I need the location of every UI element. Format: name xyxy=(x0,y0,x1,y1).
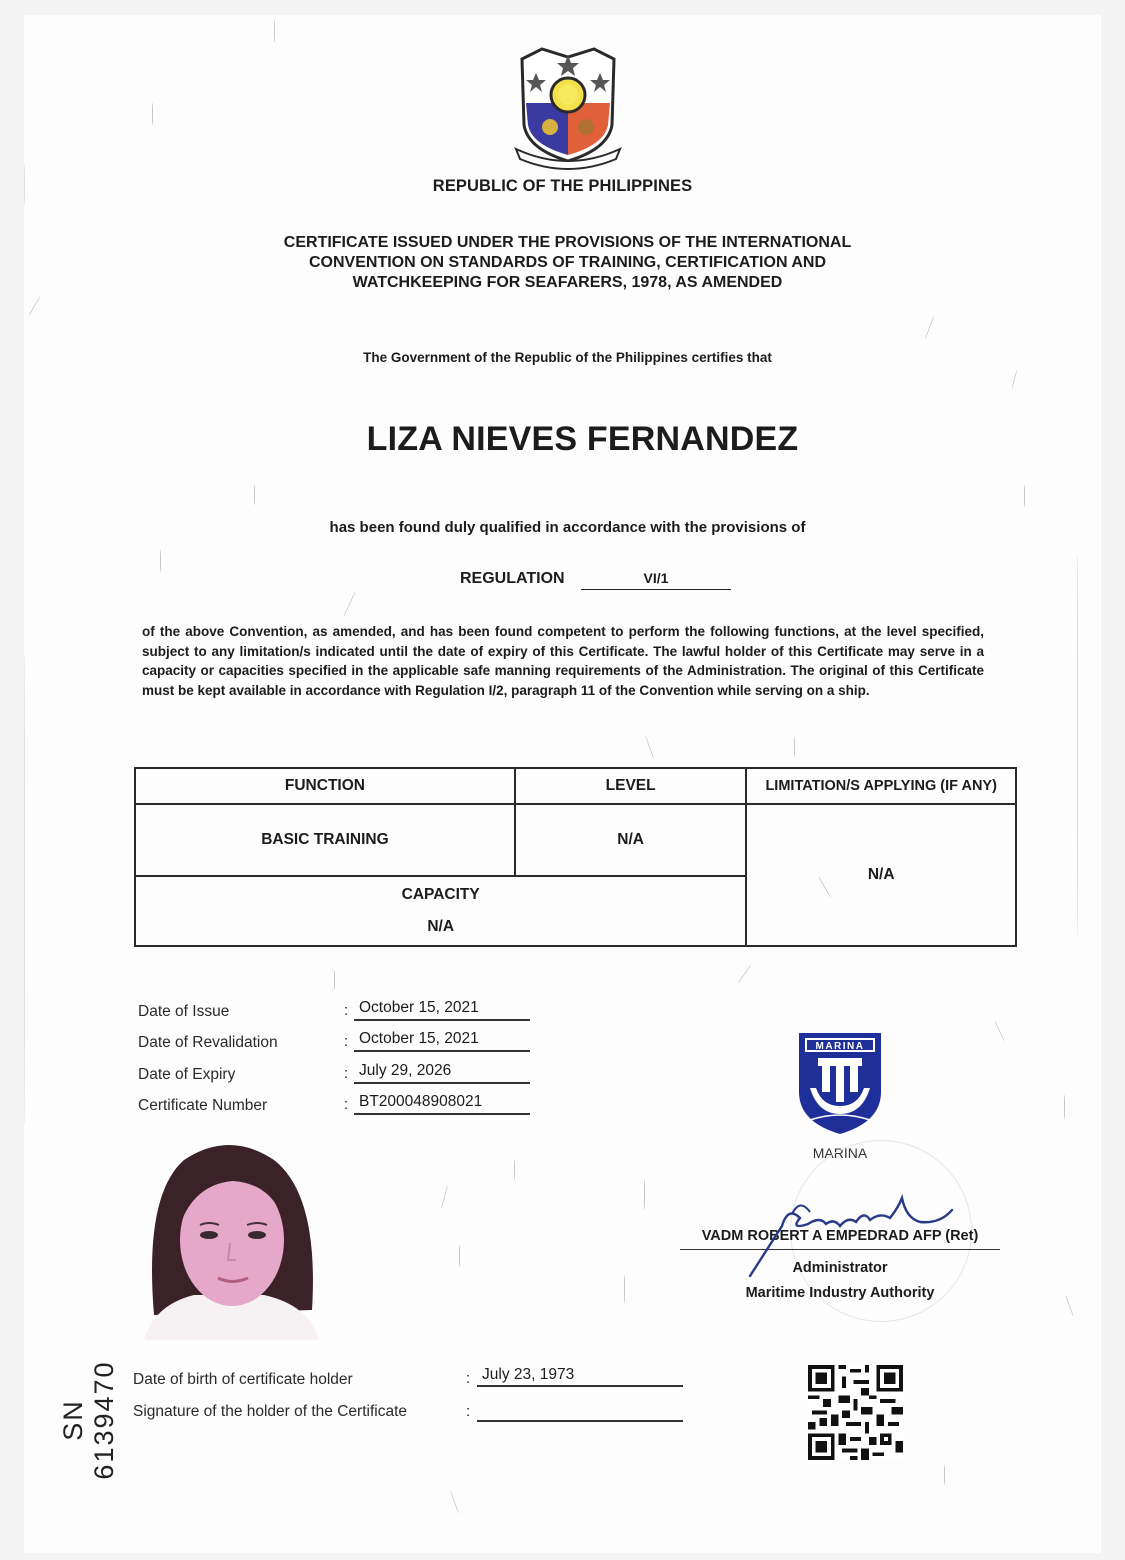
marina-logo-text: MARINA xyxy=(815,1041,865,1052)
government-statement: The Government of the Republic of the Philippines certifies that xyxy=(363,350,772,365)
serial-number: SN 6139470 xyxy=(58,1360,119,1480)
philippine-seal-icon xyxy=(512,45,624,171)
certificate-number-label: Certificate Number xyxy=(138,1097,268,1114)
limitations-value: N/A xyxy=(746,804,1016,946)
level-header: LEVEL xyxy=(515,768,747,804)
certificate-title-line: CONVENTION ON STANDARDS OF TRAINING, CERTIFICATION AND xyxy=(308,254,827,271)
republic-heading: REPUBLIC OF THE PHILIPPINES xyxy=(432,177,693,195)
colon-separator: : xyxy=(466,1370,471,1387)
capacity-label: CAPACITY xyxy=(401,886,480,903)
colon-separator: : xyxy=(344,1065,349,1082)
date-of-expiry-label: Date of Expiry xyxy=(138,1066,236,1083)
signatory-position: Administrator xyxy=(792,1260,888,1276)
level-value: N/A xyxy=(515,804,747,876)
function-header: FUNCTION xyxy=(135,768,515,804)
regulation-value: VI/1 xyxy=(643,570,669,586)
colon-separator: : xyxy=(344,1096,349,1113)
dob-value: July 23, 1973 xyxy=(477,1366,683,1387)
holder-signature-field xyxy=(477,1399,683,1422)
signatory-name: VADM ROBERT A EMPEDRAD AFP (Ret) xyxy=(701,1228,979,1244)
qualification-statement: has been found duly qualified in accordance with the provisions of xyxy=(329,519,806,536)
certificate-title-line: WATCHKEEPING FOR SEAFARERS, 1978, AS AMENDED xyxy=(352,274,783,291)
colon-separator: : xyxy=(466,1403,471,1420)
competence-paragraph: of the above Convention, as amended, and has been found competent to perform the following functions, at the level specified, subject to any limitation/s indicated until the date of expiry of this Certificate. The lawful holder of this Certificate may serve in a capacity or capacities specified in the applicable safe manning requirements of the Administration. The original of this Certificate must be kept available in accordance with Regulation I/2, paragraph 11 of the Convention while serving on a ship. xyxy=(142,624,984,698)
regulation-underline xyxy=(581,589,731,590)
capacity-cell xyxy=(135,876,746,946)
regulation-label: REGULATION xyxy=(460,570,565,587)
certificate-number-value: BT200048908021 xyxy=(354,1093,530,1115)
certificate-title xyxy=(230,233,905,293)
functions-table xyxy=(134,767,1017,947)
signatory-agency: Maritime Industry Authority xyxy=(745,1285,935,1301)
capacity-value: N/A xyxy=(427,918,455,935)
colon-separator: : xyxy=(344,1002,349,1019)
limitations-header: LIMITATION/S APPLYING (IF ANY) xyxy=(746,768,1016,804)
certificate-title-line: CERTIFICATE ISSUED UNDER THE PROVISIONS OF THE INTERNATIONAL xyxy=(283,234,852,251)
holder-photo xyxy=(134,1135,324,1340)
date-of-revalidation-value: October 15, 2021 xyxy=(354,1030,530,1052)
administrator-signature xyxy=(730,1188,960,1283)
marina-logo xyxy=(796,1030,884,1136)
dob-label: Date of birth of certificate holder xyxy=(133,1371,353,1388)
qr-code xyxy=(808,1365,903,1460)
date-of-expiry-value: July 29, 2026 xyxy=(354,1062,530,1084)
date-of-revalidation-label: Date of Revalidation xyxy=(138,1034,278,1051)
date-of-issue-label: Date of Issue xyxy=(138,1003,230,1020)
date-of-issue-value: October 15, 2021 xyxy=(354,999,530,1021)
function-value: BASIC TRAINING xyxy=(135,804,515,876)
marina-caption: MARINA xyxy=(812,1145,868,1161)
holder-name: LIZA NIEVES FERNANDEZ xyxy=(366,420,799,458)
colon-separator: : xyxy=(344,1033,349,1050)
holder-signature-label: Signature of the holder of the Certificate xyxy=(133,1403,407,1420)
